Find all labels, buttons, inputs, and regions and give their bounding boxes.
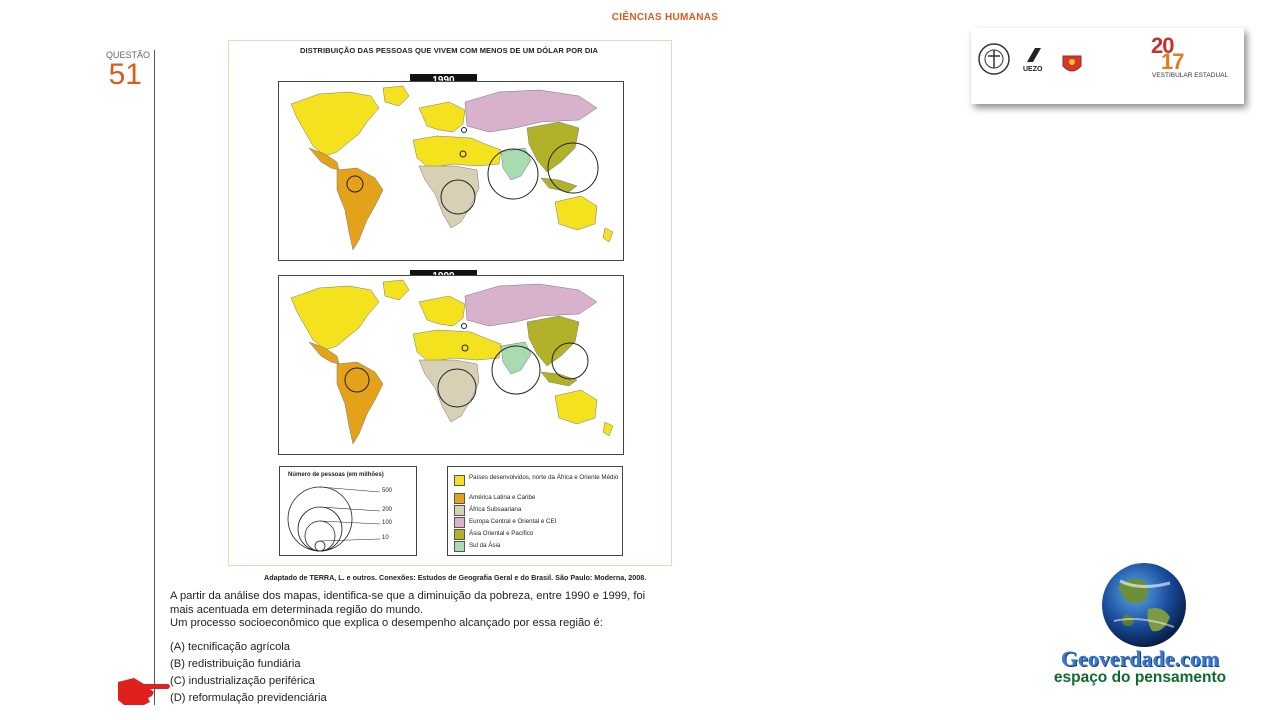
size-legend-200: 200: [382, 507, 393, 513]
section-header: CIÊNCIAS HUMANAS: [611, 12, 719, 23]
option-d: (D) reformulação previdenciária: [170, 692, 327, 704]
option-a: (A) tecnificação agrícola: [170, 641, 291, 653]
stem-line-1: A partir da análise dos mapas, identifica-se que a diminuição da pobreza, entre 1990 e 1999, foi: [170, 590, 646, 602]
military-crest-icon: [1059, 50, 1085, 78]
uerj-seal-icon: [977, 42, 1011, 76]
size-legend-10: 10: [382, 535, 389, 541]
swatch-south-asia: [454, 541, 465, 552]
site-name: Geoverdade.com: [1060, 646, 1220, 671]
answer-pointer-icon: [114, 672, 172, 708]
world-map-1990-graphic: [279, 82, 623, 260]
option-b: (B) redistribuição fundiária: [170, 658, 301, 670]
option-c: (C) industrialização periférica: [170, 675, 315, 687]
globe-icon: [1100, 561, 1188, 649]
uezo-label: UEZO: [1023, 66, 1043, 73]
size-legend-500: 500: [382, 488, 393, 494]
swatch-east-asia: [454, 529, 465, 540]
stem-line-2: mais acentuada em determinada região do mundo.: [170, 603, 424, 616]
legend-south-asia: Sul da Ásia: [469, 542, 501, 549]
question-stem: [170, 590, 725, 631]
swatch-latin-america: [454, 493, 465, 504]
size-legend-100: 100: [382, 520, 393, 526]
legend-east-asia: Ásia Oriental e Pacífico: [469, 530, 534, 537]
legend-sub-saharan: África Subsaariana: [469, 506, 522, 513]
logo-year-bottom: 17: [1161, 49, 1184, 74]
swatch-developed: [454, 475, 465, 486]
institution-logos-card: [971, 28, 1244, 104]
figure-source: Adaptado de TERRA, L. e outros. Conexões: Estudos de Geografia Geral e do Brasil. São Paulo: Moderna, 2008.: [264, 573, 647, 582]
legend-developed: Países desenvolvidos, norte da África e Oriente Médio: [469, 474, 619, 481]
swatch-sub-saharan: [454, 505, 465, 516]
question-number: 51: [108, 58, 142, 91]
bubble-size-legend: [279, 466, 417, 556]
size-legend-title: Número de pessoas (em milhões): [288, 472, 384, 478]
swatch-europe-cei: [454, 517, 465, 528]
logo-year-top: 20: [1151, 33, 1174, 58]
world-map-1999: [278, 275, 624, 455]
legend-latin-america: América Latina e Caribe: [469, 494, 536, 501]
world-map-1990: [278, 81, 624, 261]
legend-europe-cei: Europa Central e Oriental e CEI: [469, 518, 557, 525]
size-legend-circles: [280, 467, 416, 555]
site-tagline: espaço do pensamento: [1053, 669, 1227, 686]
stem-line-3: Um processo socioeconômico que explica o desempenho alcançado por essa região é:: [170, 617, 603, 629]
margin-rule: [154, 50, 155, 705]
question-label: QUESTÃO: [105, 50, 150, 60]
uezo-logo-icon: [1023, 46, 1045, 64]
logo-caption: VESTIBULAR ESTADUAL: [1152, 72, 1229, 79]
region-legend: [447, 466, 623, 556]
figure-title: DISTRIBUIÇÃO DAS PESSOAS QUE VIVEM COM MENOS DE UM DÓLAR POR DIA: [299, 46, 599, 55]
world-map-1999-graphic: [279, 276, 623, 454]
